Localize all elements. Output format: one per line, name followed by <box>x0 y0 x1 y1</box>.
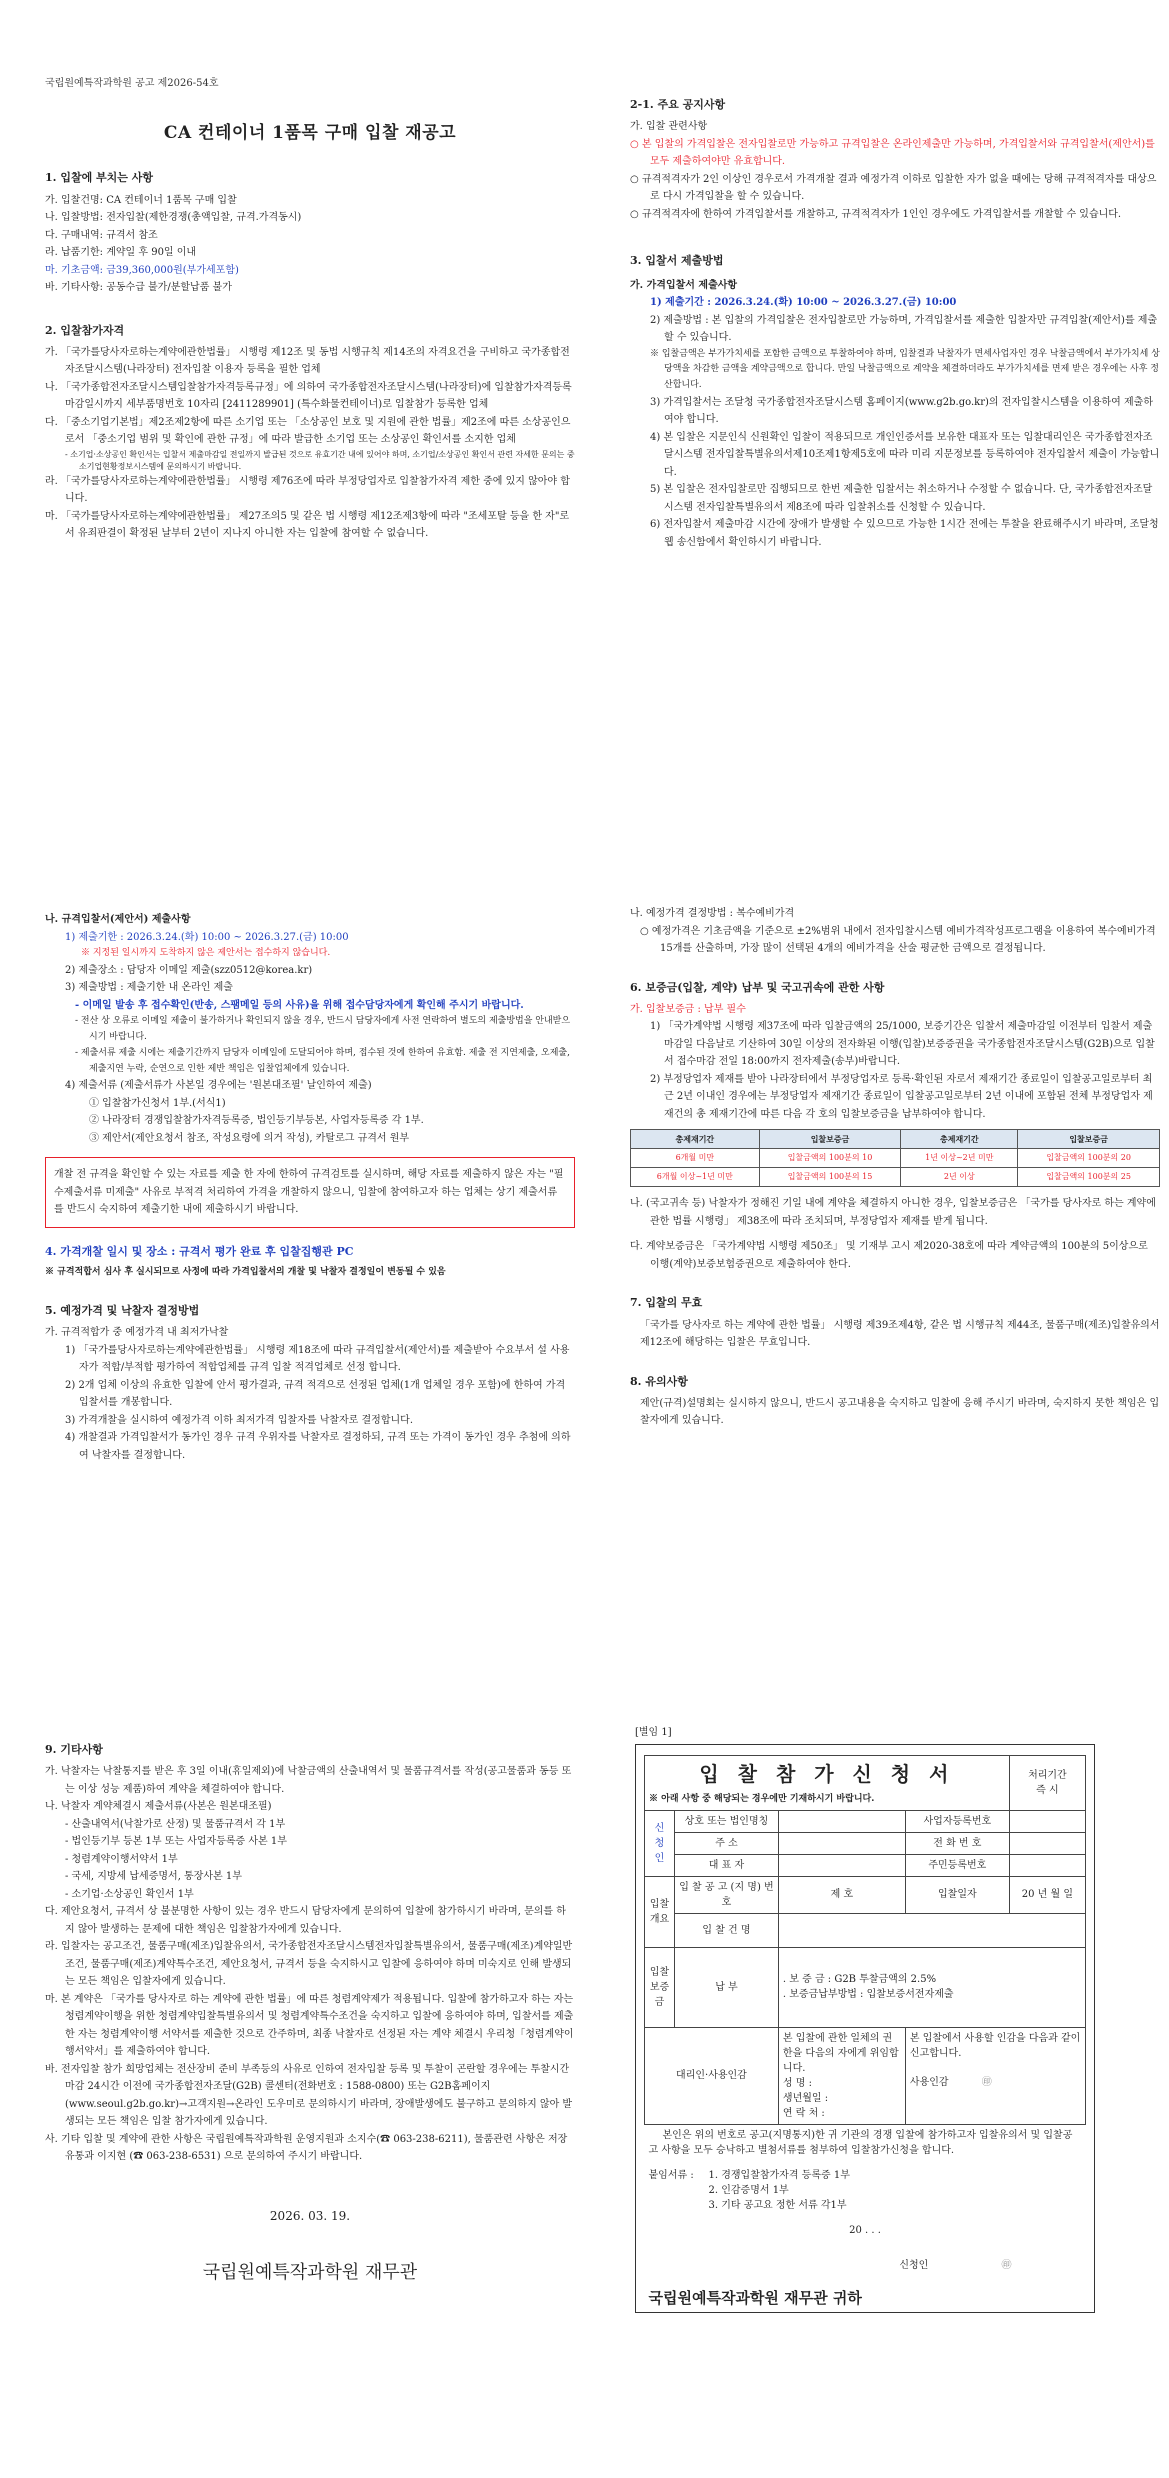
section5-item: 1) 「국가를당사자로하는계약에관한법률」 시행령 제18조에 따라 규격입찰서(제안서)를 제출받아 수요부서 설 사용자가 적합/부적합 평가하여 적합업체를 규격 입찰 적격업체로 선정 합니다. <box>65 1344 570 1373</box>
section9-doc: - 법인등기부 등본 1부 또는 사업자등록증 사본 1부 <box>65 1836 287 1848</box>
section3b-bullet: - 제출서류 제출 시에는 제출기간까지 담당자 이메일에 도달되어야 하며, 접수된 것에 한하여 유효함. 제출 전 지연제출, 오제출, 제출지연 누락, 순연으로 인한 제반 책임은 입찰업체에게 있습니다. <box>75 1047 570 1074</box>
deposit-label: 입찰보증금 <box>645 1947 675 2027</box>
section9-doc: - 소기업·소상공인 확인서 1부 <box>65 1888 194 1900</box>
section1-item: 나. 입찰방법: 전자입찰(제한경쟁(총액입찰, 규격.가격동시) <box>45 212 302 223</box>
section2-item-na: 나. 「국가종합전자조달시스템입찰참가자격등록규정」에 의하여 국가종합전자조달시스템(나라장터)에 입찰참가자격등록 마감일시까지 세부품명번호 10자리 [2411289901] (특수화물컨테이너)로 입찰참가 등록한 업체 <box>45 381 572 411</box>
rrn-label: 주민등록번호 <box>905 1854 1009 1876</box>
attachment-item: 2. 인감증명서 1부 <box>708 2184 789 2196</box>
section2-item-ra: 라. 「국가를당사자로하는계약에관한법률」 시행령 제76조에 따라 부정당업자로 입찰참가자격 제한 중에 있지 않아야 합니다. <box>45 475 570 505</box>
section3b-item: 1) 제출기한 : 2026.3.24.(화) 10:00 ~ 2026.3.27.(금) 10:00 <box>65 931 349 943</box>
seal-mark: ㊞ <box>981 2076 992 2088</box>
section6-heading: 6. 보증금(입찰, 계약) 납부 및 국고귀속에 관한 사항 <box>630 980 885 994</box>
issue-date: 2026. 03. 19. <box>269 2208 351 2223</box>
table-cell: 6개월 미만 <box>631 1149 760 1168</box>
table-header: 총제재기간 <box>631 1130 760 1149</box>
section9-doc: - 국세, 지방세 납세증명서, 통장사본 1부 <box>65 1871 242 1883</box>
section1-item: 다. 구매내역: 규격서 참조 <box>45 229 158 241</box>
section3b-doc: ② 나라장터 경쟁입찰참가자격등록증, 법인등기부등본, 사업자등록증 각 1부. <box>89 1115 424 1127</box>
section9-item: 바. 전자입찰 참가 희망업체는 전산장비 준비 부족등의 사유로 인하여 전자입찰 등록 및 투찰이 곤란할 경우에는 투찰시간 마감 24시간 이전에 국가종합전자조달(G2B) 콜센터(전화번호 : 1588-0800) 또는 G2B홈페이지(www.seoul.g2b.go.kr)→고객지원→온라인 도우미로 문의하시기 바라며, 장애발생에도 불구하고 문의하지 않아 발생되는 모든 책임은 입찰 참가자에게 있습니다. <box>45 2063 573 2128</box>
item-label: 입 찰 건 명 <box>675 1913 779 1947</box>
section5-sub: 가. 규격적합가 중 예정가격 내 최저가낙찰 <box>45 1327 229 1338</box>
section3-note: ※ 입찰금액은 부가가치세를 포함한 금액으로 투찰하여야 하며, 입찰결과 낙찰자가 면세사업자인 경우 낙찰금액에서 부가가치세 상당액을 차감한 금액을 계약금액으로 합니다. 만일 낙찰금액으로 계약을 체결하더라도 부가가치세를 면제 받은 경우에는 사후 정산합니다. <box>650 348 1160 390</box>
section9-item: 사. 기타 입찰 및 계약에 관한 사항은 국립원예특작과학원 운영지원과 소지수(☎ 063-238-6211), 물품관련 사항은 저장유통과 이지현 (☎ 063-238-6531) 으로 문의하여 주시기 바랍니다. <box>45 2133 568 2163</box>
section21-heading: 2-1. 주요 공지사항 <box>630 98 726 111</box>
form-tag: [별임 1] <box>635 1727 672 1738</box>
section5-item: 2) 2개 업체 이상의 유효한 입찰에 안서 평가결과, 규격 적격으로 선정된 업체(1개 업체일 경우 포함)에 한하여 가격 입찰서를 개봉합니다. <box>65 1379 566 1408</box>
table-cell: 6개월 이상~1년 미만 <box>631 1168 760 1187</box>
section3-item: 3) 가격입찰서는 조달청 국가종합전자조달시스템 홈페이지(www.g2b.go.kr)의 전자입찰시스템을 이용하여 제출하여야 합니다. <box>650 396 1153 426</box>
page1-left <box>45 75 575 543</box>
bizno-label: 사업자등록번호 <box>905 1810 1009 1832</box>
tel-label: 전 화 번 호 <box>905 1832 1009 1854</box>
section4-note: ※ 규격적합서 심사 후 실시되므로 사정에 따라 가격입찰서의 개찰 및 낙찰자 결정일이 변동될 수 있음 <box>45 1267 446 1277</box>
page2-left <box>45 905 575 1464</box>
section8-heading: 8. 유의사항 <box>630 1374 688 1388</box>
section2-item-ma: 마. 「국가를당사자로하는계약에관한법률」 제27조의5 및 같은 법 시행령 제12조제3항에 따라 "조세포탈 등을 한 자"로서 유죄판결이 확정된 날부터 2년이 지나지 아니한 자는 입찰에 참여할 수 없습니다. <box>45 510 570 540</box>
section3b-bullet: - 전산 상 오류로 이메일 제출이 불가하거나 확인되지 않을 경우, 반드시 담당자에게 사전 연락하여 별도의 제출방법을 안내받으시기 바랍니다. <box>75 1016 571 1042</box>
section21-bullet: ○ 규격적격자가 2인 이상인 경우로서 가격개찰 결과 예정가격 이하로 입찰한 자가 없을 때에는 당해 규격적격자를 대상으로 다시 가격입찰을 할 수 있습니다. <box>630 173 1157 203</box>
table-header: 입찰보증금 <box>759 1130 901 1149</box>
applicant-label: 신 청 인 <box>645 1810 675 1876</box>
section5b-sub: 나. 예정가격 결정방법 : 복수예비가격 <box>630 908 795 919</box>
attachment-item: 3. 기타 공고요 정한 서류 각1부 <box>708 2199 847 2211</box>
table-cell: 2년 이상 <box>901 1168 1018 1187</box>
rrn-field[interactable] <box>1009 1854 1085 1876</box>
seal-label: 사용인감 ㊞ <box>909 2076 992 2088</box>
form-date: 20 . . . <box>849 2224 881 2236</box>
rep-label: 대 표 자 <box>675 1854 779 1876</box>
section3-item: 2) 제출방법 : 본 입찰의 가격입찰은 전자입찰로만 가능하며, 가격입찰서를 제출한 입찰자만 규격입찰(제안서)를 제출할 수 있습니다. <box>650 314 1158 343</box>
section3-item: 6) 전자입찰서 제출마감 시간에 장애가 발생할 수 있으므로 가능한 1시간 전에는 투찰을 완료해주시기 바라며, 조달청 웹 송신함에서 확인하시기 바랍니다. <box>650 519 1159 548</box>
section4-heading: 4. 가격개찰 일시 및 장소 : 규격서 평가 완료 후 입찰집행관 PC <box>45 1244 354 1258</box>
section5-heading: 5. 예정가격 및 낙찰자 결정방법 <box>45 1303 200 1317</box>
section3b-doc: ① 입찰참가신청서 1부.(서식1) <box>89 1097 226 1109</box>
section1-heading: 1. 입찰에 부치는 사항 <box>45 171 153 185</box>
agent-text: 본 입찰에 관한 일체의 권한을 다음의 자에게 위임합니다. <box>782 2032 899 2074</box>
rep-field[interactable] <box>778 1854 905 1876</box>
section3b-item: 4) 제출서류 (제출서류가 사본일 경우에는 '원본대조필' 날인하여 제출) <box>65 1080 372 1092</box>
section3-sub: 가. 가격입찰서 제출사항 <box>630 279 738 291</box>
section3b-sub: 나. 규격입찰서(제안서) 제출사항 <box>45 914 191 925</box>
section3b-item: 3) 제출방법 : 제출기한 내 온라인 제출 <box>65 982 233 994</box>
addr-label: 주 소 <box>675 1832 779 1854</box>
table-row <box>631 1168 1160 1187</box>
section9-item: 가. 낙찰자는 낙찰통지를 받은 후 3일 이내(휴일제외)에 낙찰금액의 산출내역서 및 물품규격서를 작성(공고물품과 동등 또는 이상 성능 제품)하여 계약을 체결하여야 합니다. <box>45 1766 572 1795</box>
applicant-signature: 신청인 ㊞ <box>899 2259 1012 2271</box>
table-cell: 입찰금액의 100분의 20 <box>1018 1149 1160 1168</box>
bid-date-field[interactable]: 20 년 월 일 <box>1009 1876 1085 1913</box>
declaration: 본인은 위의 번호로 공고(지명통지)한 귀 기관의 경쟁 입찰에 참가하고자 입찰유의서 및 입찰공고 사항을 모두 승낙하고 별첨서류를 첨부하여 입찰참가신청을 합니다. <box>648 2129 1073 2156</box>
section1-item: 마. 기초금액: 금39,360,000원(부가세포함) <box>45 264 239 276</box>
page2-right <box>630 905 1160 1430</box>
section3-item: 4) 본 입찰은 지문인식 신원확인 입찰이 적용되므로 개인인증서를 보유한 대표자 또는 입찰대리인은 국가종합전자조달시스템 전자입찰특별유의서제10조제1항제5호에 따라 미리 지문정보를 등록하여야 전자입찰서 제출이 가능합니다. <box>650 431 1160 478</box>
agent-label: 대리인·사용인감 <box>645 2027 779 2124</box>
form-subtitle: ※ 아래 사항 중 해당되는 경우에만 기재하시기 바랍니다. <box>649 1794 875 1804</box>
table-header: 입찰보증금 <box>1018 1130 1160 1149</box>
section9-doc: - 산출내역서(낙찰가로 산정) 및 물품규격서 각 1부 <box>65 1818 286 1830</box>
period-value: 즉 시 <box>1036 1784 1059 1796</box>
section3b-bullet: - 이메일 발송 후 접수확인(반송, 스팸메일 등의 사유)을 위해 접수담당자에게 확인해 주시기 바랍니다. <box>75 999 524 1011</box>
deposit-method: . 보증금납부방법 : 입찰보증서전자제출 <box>782 1989 954 2000</box>
section6-item: 1) 「국가계약법 시행령 제37조에 따라 입찰금액의 25/1000, 보증기간은 입찰서 제출마감일 이전부터 입찰서 제출마감일 다음날로 기산하여 30일 이상의 전자화된 이행(입찰)보증증권을 국가종합전자조달시스템(G2B)으로 입찰서 접수마감 전일 18:00까지 전자제출(송부)바랍니다. <box>650 1021 1155 1068</box>
notice-no-label: 입 찰 공 고 (지 명) 번 호 <box>675 1876 779 1913</box>
item-field[interactable] <box>778 1913 1085 1947</box>
section5b-bullet: ○ 예정가격은 기초금액을 기준으로 ±2%범위 내에서 전자입찰시스템 예비가격작성프로그램을 이용하여 복수예비가격 15개를 산출하며, 가장 많이 선택된 4개의 예비가격을 산술 평균한 금액으로 결정됩니다. <box>640 925 1156 954</box>
section6-item-da: 다. 계약보증금은 「국가계약법 시행령 제50조」 및 기재부 고시 제2020-38호에 따라 계약금액의 100분의 5이상으로 이행(계약)보증보험증권으로 제출하여야 한다. <box>630 1241 1148 1270</box>
bid-date-label: 입찰일자 <box>905 1876 1009 1913</box>
section9-item: 나. 낙찰자 계약체결시 제출서류(사본은 원본대조필) <box>45 1801 272 1813</box>
section2-note: - 소기업·소상공인 확인서는 입찰서 제출마감일 전일까지 발급된 것으로 유효기간 내에 있어야 하며, 소기업/소상공인 확인서 관련 자세한 문의는 중소기업현황정보시스템에 문의하시기 바랍니다. <box>65 449 575 471</box>
section9-item: 마. 본 계약은 「국가를 당사자로 하는 계약에 관한 법률」에 따른 청렴계약제가 적용됩니다. 입찰에 참가하고자 하는 자는 청렴계약이행을 위한 청렴계약입찰특별유의서 및 청렴계약특수조건을 숙지하고 입찰에 응하여야 하며, 입찰서를 제출한 자는 청렴계약이행 서약서를 제출한 것으로 간주하며, 최종 낙찰자로 선정된 자는 계약 체결시 우리청「청렴계약이행서약서」를 제출하여야 합니다. <box>45 1993 574 2058</box>
page3-left <box>45 1740 575 2288</box>
section3-item: 5) 본 입찰은 전자입찰로만 집행되므로 한번 제출한 입찰서는 취소하거나 수정할 수 없습니다. 단, 국가종합전자조달시스템 전자입찰특별유의서 제8조에 따라 입찰취소를 신청할 수 있습니다. <box>650 484 1153 513</box>
form-title: 입 찰 참 가 신 청 서 <box>699 1762 955 1786</box>
tel-field[interactable] <box>1009 1832 1085 1854</box>
section6-item: 2) 부정당업자 제재를 받아 나라장터에서 부정당업자로 등록·확인된 자로서 제재기간 종료일이 입찰공고일로부터 최근 2년 이내인 경우에는 부정당업자 제재기간 종료일이 입찰공고일로부터 2년 이내에 포함된 전체 부정당업자 제재건의 총 제재기간에 따른 다음 각 호의 입찰보증금을 납부하여야 합니다. <box>650 1073 1153 1120</box>
agent-tel[interactable]: 연 락 처 : <box>782 2107 825 2119</box>
section8-text: 제안(규격)설명회는 실시하지 않으니, 반드시 공고내용을 숙지하고 입찰에 응해 주시기 바라며, 숙지하지 못한 책임은 입찰자에게 있습니다. <box>640 1397 1160 1427</box>
table-cell: 입찰금액의 100분의 10 <box>759 1149 901 1168</box>
section7-heading: 7. 입찰의 무효 <box>630 1296 703 1310</box>
page-title: CA 컨테이너 1품목 구매 입찰 재공고 <box>163 122 457 143</box>
section1-item: 라. 납품기한: 계약일 후 90일 이내 <box>45 247 197 258</box>
section5-item: 4) 개찰결과 가격입찰서가 동가인 경우 규격 우위자를 낙찰자로 결정하되, 규격 또는 가격이 동가인 경우 추첨에 의하여 낙찰자를 결정합니다. <box>65 1432 571 1461</box>
form-table <box>644 1755 1086 2312</box>
company-label: 상호 또는 법인명칭 <box>675 1810 779 1832</box>
agent-birth[interactable]: 생년월일 : <box>782 2092 829 2104</box>
penalty-table <box>630 1129 1160 1187</box>
attachment-item: 1. 경쟁입찰참가자격 등록증 1부 <box>708 2169 850 2181</box>
section1-item: 가. 입찰건명: CA 컨테이너 1품목 구매 입찰 <box>45 194 237 206</box>
section21-bullet: ○ 규격적격자에 한하여 가격입찰서를 개찰하고, 규격적격자가 1인인 경우에도 가격입찰서를 개찰할 수 있습니다. <box>630 208 1122 220</box>
bizno-field[interactable] <box>1009 1810 1085 1832</box>
addr-field[interactable] <box>778 1832 905 1854</box>
section3b-note: ※ 지정된 일시까지 도착하지 않은 제안서는 접수하지 않습니다. <box>81 948 331 958</box>
period-label: 처리기간 <box>1028 1769 1067 1781</box>
notice-no-field[interactable]: 제 호 <box>778 1876 905 1913</box>
section6-item-na: 나. (국고귀속 등) 낙찰자가 정해진 기일 내에 계약을 체결하지 아니한 경우, 입찰보증금은 「국가를 당사자로 하는 계약에 관한 법률 시행령」 제38조에 따라 조치되며, 부정당업자 제재를 받게 됩니다. <box>630 1198 1156 1227</box>
section3b-doc: ③ 제안서(제안요청서 참조, 작성요령에 의거 작성), 카탈로그 규격서 원부 <box>89 1132 410 1144</box>
table-header: 총제재기간 <box>901 1130 1018 1149</box>
company-field[interactable] <box>778 1810 905 1832</box>
form-footer: 국립원예특작과학원 재무관 귀하 <box>648 2288 862 2307</box>
section5-item: 3) 가격개찰을 실시하여 예정가격 이하 최저가격 입찰자를 낙찰자로 결정합니다. <box>65 1414 413 1426</box>
section7-text: 「국가를 당사자로 하는 계약에 관한 법률」 시행령 제39조제4항, 같은 법 시행규칙 제44조, 물품구매(제조)입찰유의서 제12조에 해당하는 입찰은 무효입니다. <box>640 1319 1160 1348</box>
overview-label: 입찰개요 <box>645 1876 675 1947</box>
section9-heading: 9. 기타사항 <box>45 1743 103 1756</box>
section9-doc: - 청렴계약이행서약서 1부 <box>65 1853 178 1865</box>
notice-number: 국립원예특작과학원 공고 제2026-54호 <box>45 78 219 89</box>
section3-heading: 3. 입찰서 제출방법 <box>630 254 724 268</box>
section2-heading: 2. 입찰참가자격 <box>45 323 125 337</box>
issuer-signature: 국립원예특작과학원 재무관 <box>202 2261 418 2283</box>
section3-item: 1) 제출기간 : 2026.3.24.(화) 10:00 ~ 2026.3.27.(금) 10:00 <box>650 297 957 308</box>
section9-item: 라. 입찰자는 공고조건, 물품구매(제조)입찰유의서, 국가종합전자조달시스템전자입찰특별유의서, 물품구매(제조)계약일반조건, 물품구매(제조)계약특수조건, 제안요청서, 규격서 등을 숙지하시고 입찰에 응하여야 하며 미숙지로 인해 발생되는 모든 책임은 입찰자에게 있습니다. <box>45 1941 573 1988</box>
application-form <box>635 1725 1095 2313</box>
seal-text: 본 입찰에서 사용할 인감을 다음과 같이 신고합니다. <box>909 2032 1081 2059</box>
page1-right <box>630 95 1160 551</box>
table-cell: 입찰금액의 100분의 25 <box>1018 1168 1160 1187</box>
attachments: 붙임서류 : 1. 경쟁입찰참가자격 등록증 1부 2. 인감증명서 1부 3. 기타 공고요 정한 서류 각1부 <box>649 2168 1082 2213</box>
section3b-item: 2) 제출장소 : 담당자 이메일 제출(szz0512@korea.kr) <box>65 964 313 976</box>
section21-sub: 가. 입찰 관련사항 <box>630 121 708 133</box>
section21-bullet: ○ 본 입찰의 가격입찰은 전자입찰로만 가능하고 규격입찰은 온라인제출만 가능하며, 가격입찰서와 규격입찰서(제안서)를 모두 제출하여야만 유효합니다. <box>630 138 1155 168</box>
table-cell: 1년 이상~2년 미만 <box>901 1149 1018 1168</box>
table-cell: 입찰금액의 100분의 15 <box>759 1168 901 1187</box>
warning-box: 개찰 전 규격을 확인할 수 있는 자료를 제출 한 자에 한하여 규격검토를 실시하며, 해당 자료를 제출하지 않은 자는 "필수제출서류 미제출" 사유로 부적격 처리하여 가격을 개찰하지 않으니, 입찰에 참여하고자 하는 업체는 상기 제출서류를 반드시 숙지하여 제출기한 내에 제출하시기 바랍니다. <box>45 1157 575 1228</box>
section2-item-da: 다. 「중소기업기본법」제2조제2항에 따른 소기업 또는 「소상공인 보호 및 지원에 관한 법률」제2조에 따른 소상공인으로서 「중소기업 범위 및 확인에 관한 규정」에 따라 발급한 소기업 또는 소상공인 확인서를 소지한 업체 <box>45 416 571 446</box>
deposit-rate: . 보 증 금 : G2B 투찰금액의 2.5% <box>782 1974 937 1985</box>
deposit-pay: 납 부 <box>675 1947 779 2027</box>
table-row <box>631 1149 1160 1168</box>
agent-name[interactable]: 성 명 : <box>782 2077 812 2089</box>
section6-sub: 가. 입찰보증금 : 납부 필수 <box>630 1003 746 1015</box>
section9-item: 다. 제안요청서, 규격서 상 불분명한 사항이 있는 경우 반드시 담당자에게 문의하여 입찰에 참가하시기 바라며, 문의를 하지 않아 발생하는 문제에 대한 책임은 입찰참가자에게 있습니다. <box>45 1906 566 1935</box>
section1-item: 바. 기타사항: 공동수급 불가/분할납품 불가 <box>45 282 232 293</box>
section2-item-ga: 가. 「국가를당사자로하는계약에관한법률」 시행령 제12조 및 동법 시행규칙 제14조의 자격요건을 구비하고 국가종합전자조달시스템(나라장터) 전자입찰 이용자 등록을 필한 업체 <box>45 346 570 376</box>
